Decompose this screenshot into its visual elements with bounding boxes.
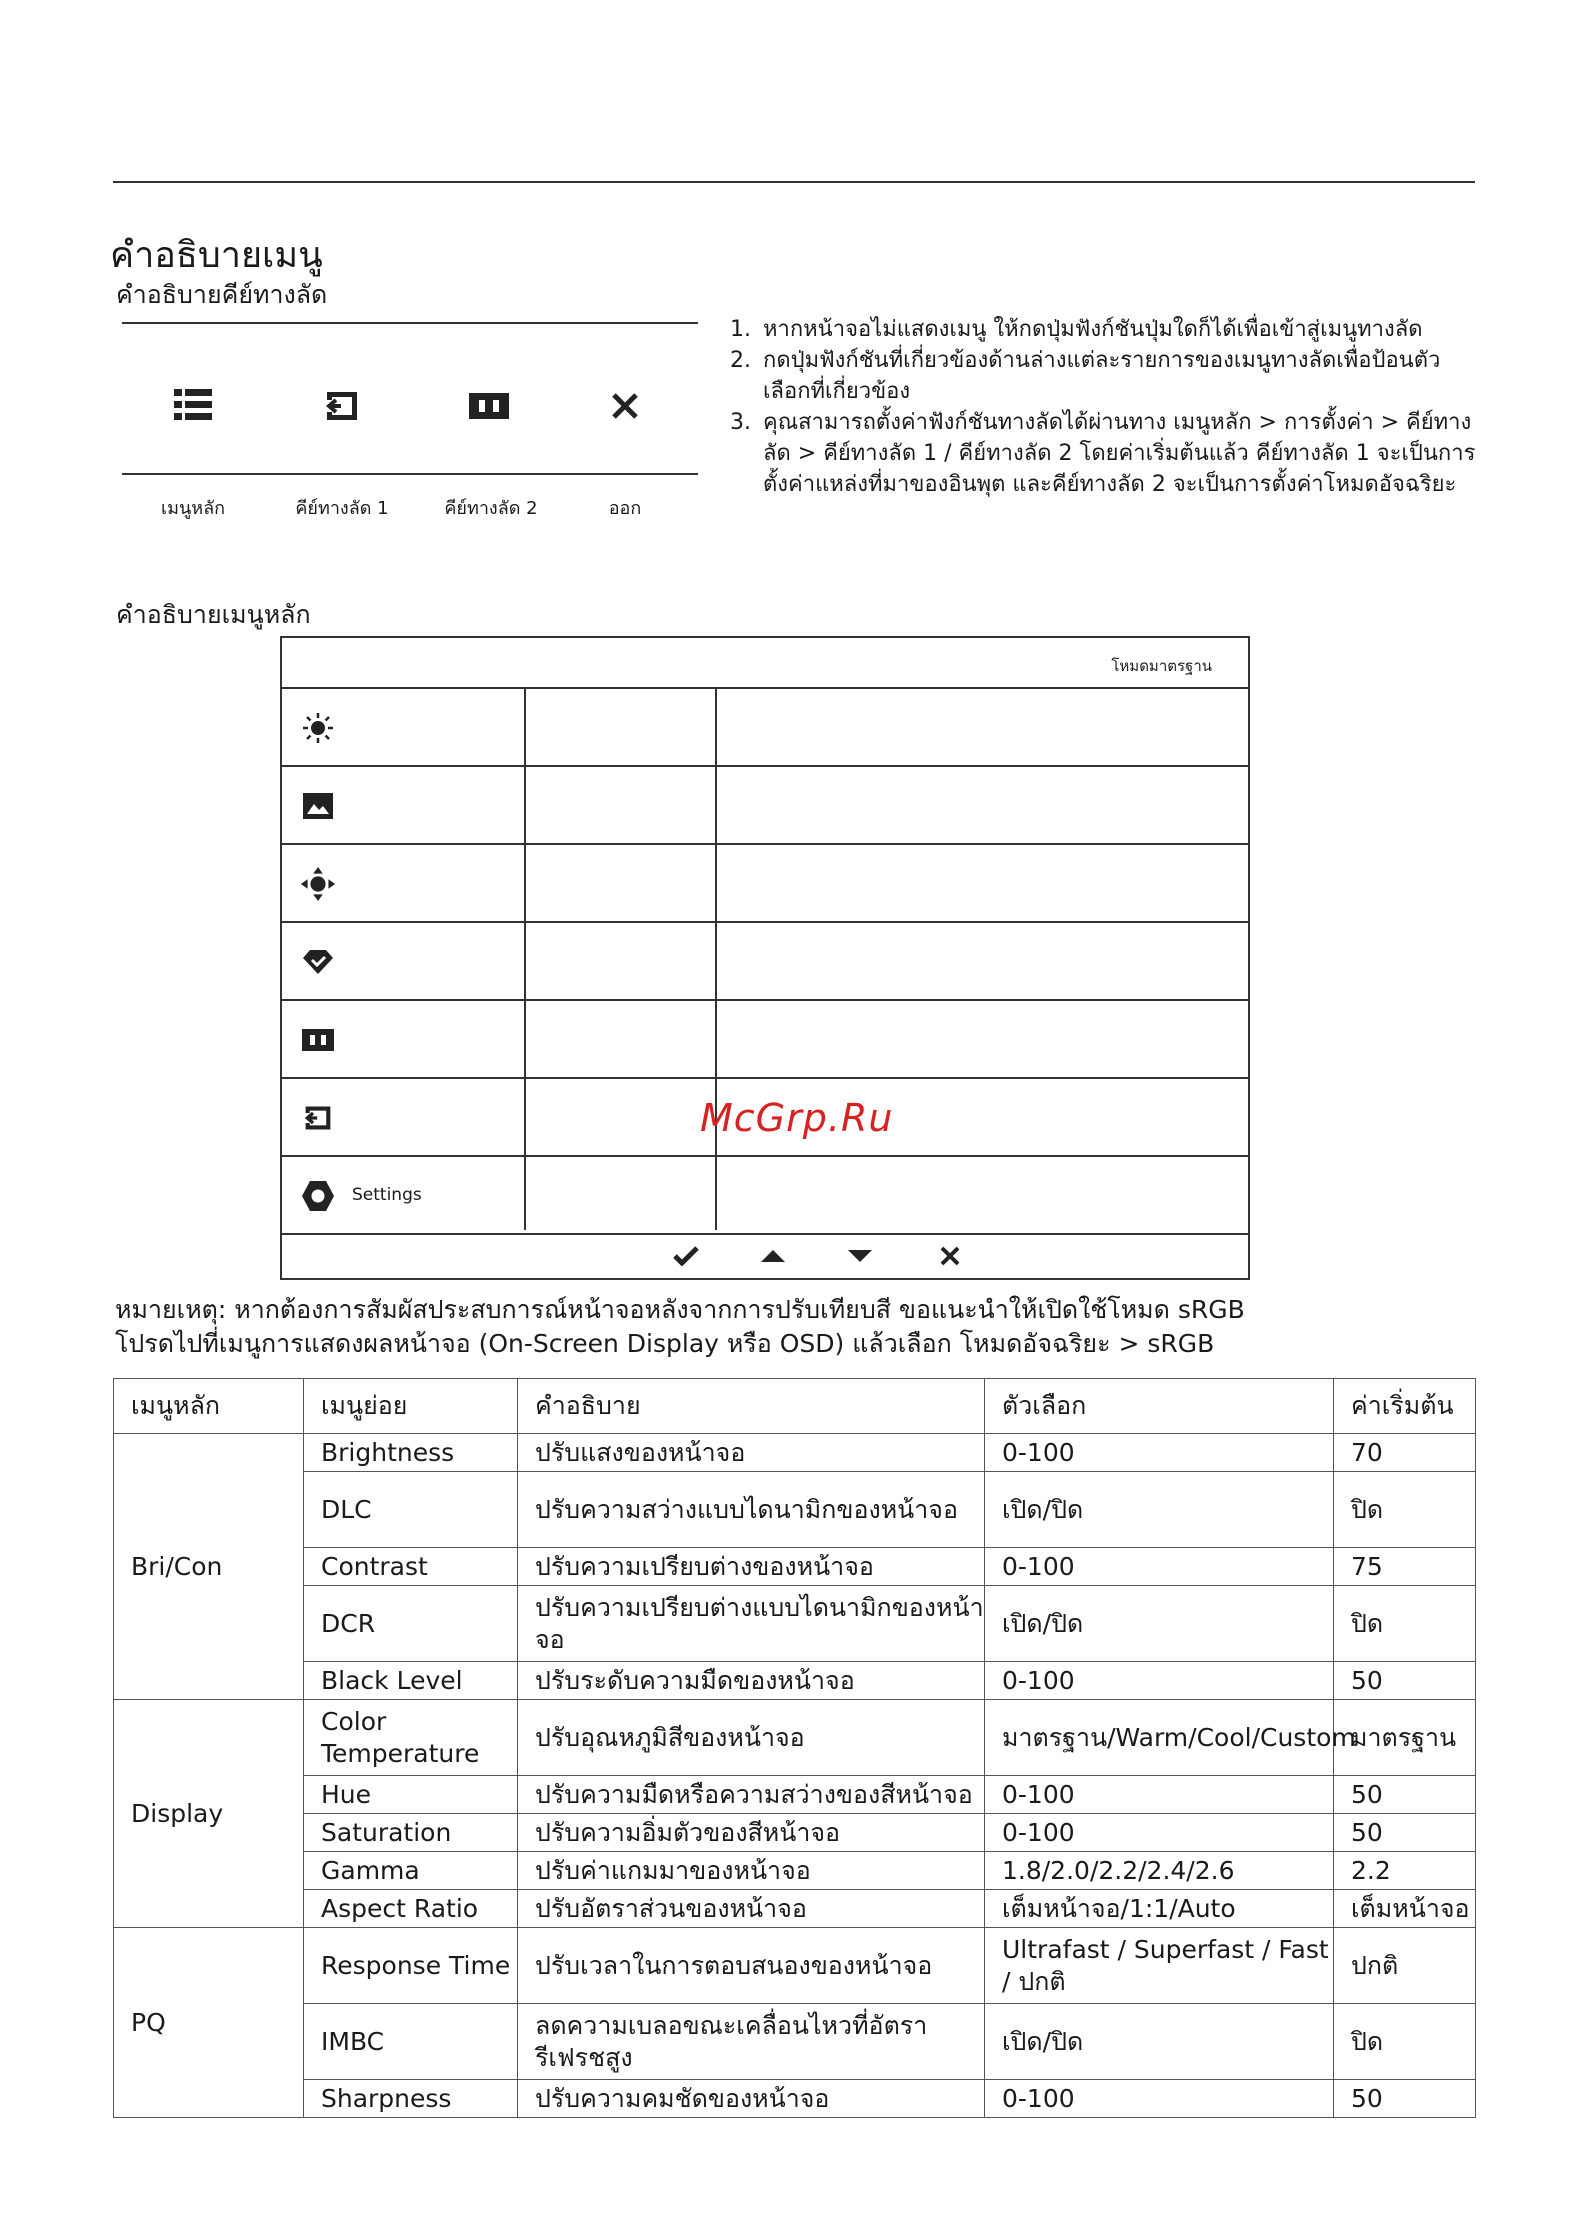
group-name: Display [114, 1700, 304, 1928]
input-source-icon [300, 1100, 336, 1136]
cell-desc: ปรับอัตราส่วนของหน้าจอ [518, 1890, 985, 1928]
main-menu-section-title: คำอธิบายเมนูหลัก [116, 600, 311, 629]
shortcut-label-exit: ออก [608, 498, 642, 519]
osd-row-color[interactable] [282, 923, 1248, 1001]
group-name: PQ [114, 1928, 304, 2118]
note-line-2: โปรดไปที่เมนูการแสดงผลหน้าจอ (On-Screen Display หรือ OSD) แล้วเลือก โหมดอัจฉริยะ > sRGB [115, 1329, 1215, 1358]
osd-row-picture-mode[interactable] [282, 1001, 1248, 1079]
instruction-item: 2. กดปุ่มฟังก์ชันที่เกี่ยวข้องด้านล่างแต่ละรายการของเมนูทางลัดเพื่อป้อนตัวเลือกที่เกี่ยวข้อง [730, 348, 1441, 404]
instruction-item: 1. หากหน้าจอไม่แสดงเมนู ให้กดปุ่มฟังก์ชันปุ่มใดก็ได้เพื่อเข้าสู่เมนูทางลัด [730, 317, 1423, 342]
cell-opt: เปิด/ปิด [985, 1472, 1334, 1548]
cell-def: 50 [1334, 1814, 1476, 1852]
table-row [114, 1776, 1476, 1814]
cell-desc: ปรับความสว่างแบบไดนามิกของหน้าจอ [518, 1472, 985, 1548]
cell-desc: ปรับอุณหภูมิสีของหน้าจอ [518, 1700, 985, 1776]
osd-settings-label: Settings [352, 1185, 422, 1205]
cell-sub: DCR [304, 1586, 518, 1662]
cell-def: ปกติ [1334, 1928, 1476, 2004]
table-row [114, 1700, 1476, 1776]
cell-desc: ปรับความมืดหรือความสว่างของสีหน้าจอ [518, 1776, 985, 1814]
cell-sub: Saturation [304, 1814, 518, 1852]
arrow-down-icon[interactable] [844, 1242, 876, 1270]
cell-desc: ปรับเวลาในการตอบสนองของหน้าจอ [518, 1928, 985, 2004]
cell-desc: ปรับแสงของหน้าจอ [518, 1434, 985, 1472]
cell-opt: เต็มหน้าจอ/1:1/Auto [985, 1890, 1334, 1928]
cell-opt: 0-100 [985, 1776, 1334, 1814]
table-row [114, 1472, 1476, 1548]
osd-row-image[interactable] [282, 767, 1248, 845]
note-line-1: หมายเหตุ: หากต้องการสัมผัสประสบการณ์หน้าจอหลังจากการปรับเทียบสี ขอแนะนำให้เปิดใช้โหมด sRGB [115, 1295, 1245, 1324]
cell-sub: DLC [304, 1472, 518, 1548]
cell-def: ปิด [1334, 2004, 1476, 2080]
cell-opt: 0-100 [985, 1434, 1334, 1472]
shortcut-label-key1: คีย์ทางลัด 1 [295, 498, 389, 519]
table-header-row [114, 1379, 1476, 1434]
cell-def: ปิด [1334, 1586, 1476, 1662]
close-icon[interactable] [603, 386, 647, 426]
shortcut-instructions [727, 314, 1477, 500]
table-row [114, 1662, 1476, 1700]
cell-sub: IMBC [304, 2004, 518, 2080]
cell-def: 50 [1334, 1776, 1476, 1814]
shortcut-label-menu: เมนูหลัก [160, 498, 226, 519]
table-row [114, 1928, 1476, 2004]
cell-def: 70 [1334, 1434, 1476, 1472]
cell-opt: เปิด/ปิด [985, 2004, 1334, 2080]
table-row [114, 2080, 1476, 2118]
cell-opt: มาตรฐาน/Warm/Cool/Custom [985, 1700, 1334, 1776]
cell-sub: Aspect Ratio [304, 1890, 518, 1928]
group-name: Bri/Con [114, 1434, 304, 1700]
osd-row-settings[interactable] [282, 1157, 1248, 1235]
header-description: คำอธิบาย [518, 1379, 985, 1434]
cell-opt: เปิด/ปิด [985, 1586, 1334, 1662]
cell-opt: 0-100 [985, 2080, 1334, 2118]
cell-opt: Ultrafast / Superfast / Fast / ปกติ [985, 1928, 1334, 2004]
menu-spec-table [113, 1378, 1476, 2118]
header-options: ตัวเลือก [985, 1379, 1334, 1434]
cell-sub: Brightness [304, 1434, 518, 1472]
cell-desc: ปรับความเปรียบต่างของหน้าจอ [518, 1548, 985, 1586]
header-sub-menu: เมนูย่อย [304, 1379, 518, 1434]
color-icon [300, 944, 336, 980]
osd-row-pq[interactable] [282, 845, 1248, 923]
close-icon[interactable] [934, 1242, 966, 1270]
shortcut-section-title: คำอธิบายคีย์ทางลัด [116, 280, 328, 309]
cell-sub: Black Level [304, 1662, 518, 1700]
settings-icon [300, 1178, 336, 1214]
table-row [114, 1548, 1476, 1586]
cell-desc: ลดความเบลอขณะเคลื่อนไหวที่อัตรารีเฟรชสูง [518, 2004, 985, 2080]
page-title: คำอธิบายเมนู [110, 235, 323, 276]
menu-list-icon[interactable] [171, 385, 215, 425]
table-row [114, 2004, 1476, 2080]
osd-mode-label: โหมดมาตรฐาน [1111, 657, 1212, 675]
header-main-menu: เมนูหลัก [114, 1379, 304, 1434]
table-row [114, 1434, 1476, 1472]
table-row [114, 1586, 1476, 1662]
cell-def: ปิด [1334, 1472, 1476, 1548]
image-icon [300, 788, 336, 824]
instruction-item: 3. คุณสามารถตั้งค่าฟังก์ชันทางลัดได้ผ่านทาง เมนูหลัก > การตั้งค่า > คีย์ทางลัด > คีย์ทางลัด 1 / คีย์ทางลัด 2 โดยค่าเริ่มต้นแล้ว คีย์ทางลัด 1 จะเป็นการตั้งค่าแหล่งที่มาของอินพุต และคีย์ทางลัด 2 จะเป็นการตั้งค่าโหมดอัจฉริยะ [730, 410, 1476, 497]
cell-desc: ปรับระดับความมืดของหน้าจอ [518, 1662, 985, 1700]
watermark: McGrp.Ru [700, 1096, 894, 1140]
pq-navigation-icon [300, 866, 336, 902]
shortcut-label-key2: คีย์ทางลัด 2 [444, 498, 538, 519]
cell-def: 50 [1334, 2080, 1476, 2118]
osd-header [282, 638, 1248, 689]
top-divider [113, 181, 1475, 183]
cell-opt: 0-100 [985, 1662, 1334, 1700]
table-row [114, 1890, 1476, 1928]
cell-opt: 1.8/2.0/2.2/2.4/2.6 [985, 1852, 1334, 1890]
arrow-up-icon[interactable] [757, 1242, 789, 1270]
cell-desc: ปรับค่าแกมมาของหน้าจอ [518, 1852, 985, 1890]
table-row [114, 1852, 1476, 1890]
cell-sub: Gamma [304, 1852, 518, 1890]
cell-sub: Sharpness [304, 2080, 518, 2118]
cell-sub: Hue [304, 1776, 518, 1814]
input-source-icon[interactable] [320, 386, 364, 426]
cell-def: มาตรฐาน [1334, 1700, 1476, 1776]
cell-opt: 0-100 [985, 1548, 1334, 1586]
cell-desc: ปรับความคมชัดของหน้าจอ [518, 2080, 985, 2118]
cell-desc: ปรับความอิ่มตัวของสีหน้าจอ [518, 1814, 985, 1852]
picture-mode-icon[interactable] [467, 386, 511, 426]
cell-def: 75 [1334, 1548, 1476, 1586]
check-icon[interactable] [670, 1242, 702, 1270]
cell-opt: 0-100 [985, 1814, 1334, 1852]
header-default: ค่าเริ่มต้น [1334, 1379, 1476, 1434]
osd-row-brightness[interactable] [282, 689, 1248, 767]
cell-def: 50 [1334, 1662, 1476, 1700]
cell-def: เต็มหน้าจอ [1334, 1890, 1476, 1928]
cell-sub: Color Temperature [304, 1700, 518, 1776]
cell-desc: ปรับความเปรียบต่างแบบไดนามิกของหน้าจอ [518, 1586, 985, 1662]
cell-sub: Contrast [304, 1548, 518, 1586]
picture-mode-icon [300, 1022, 336, 1058]
brightness-icon [300, 710, 336, 746]
cell-def: 2.2 [1334, 1852, 1476, 1890]
osd-main-menu [280, 636, 1250, 1280]
table-row [114, 1814, 1476, 1852]
cell-sub: Response Time [304, 1928, 518, 2004]
